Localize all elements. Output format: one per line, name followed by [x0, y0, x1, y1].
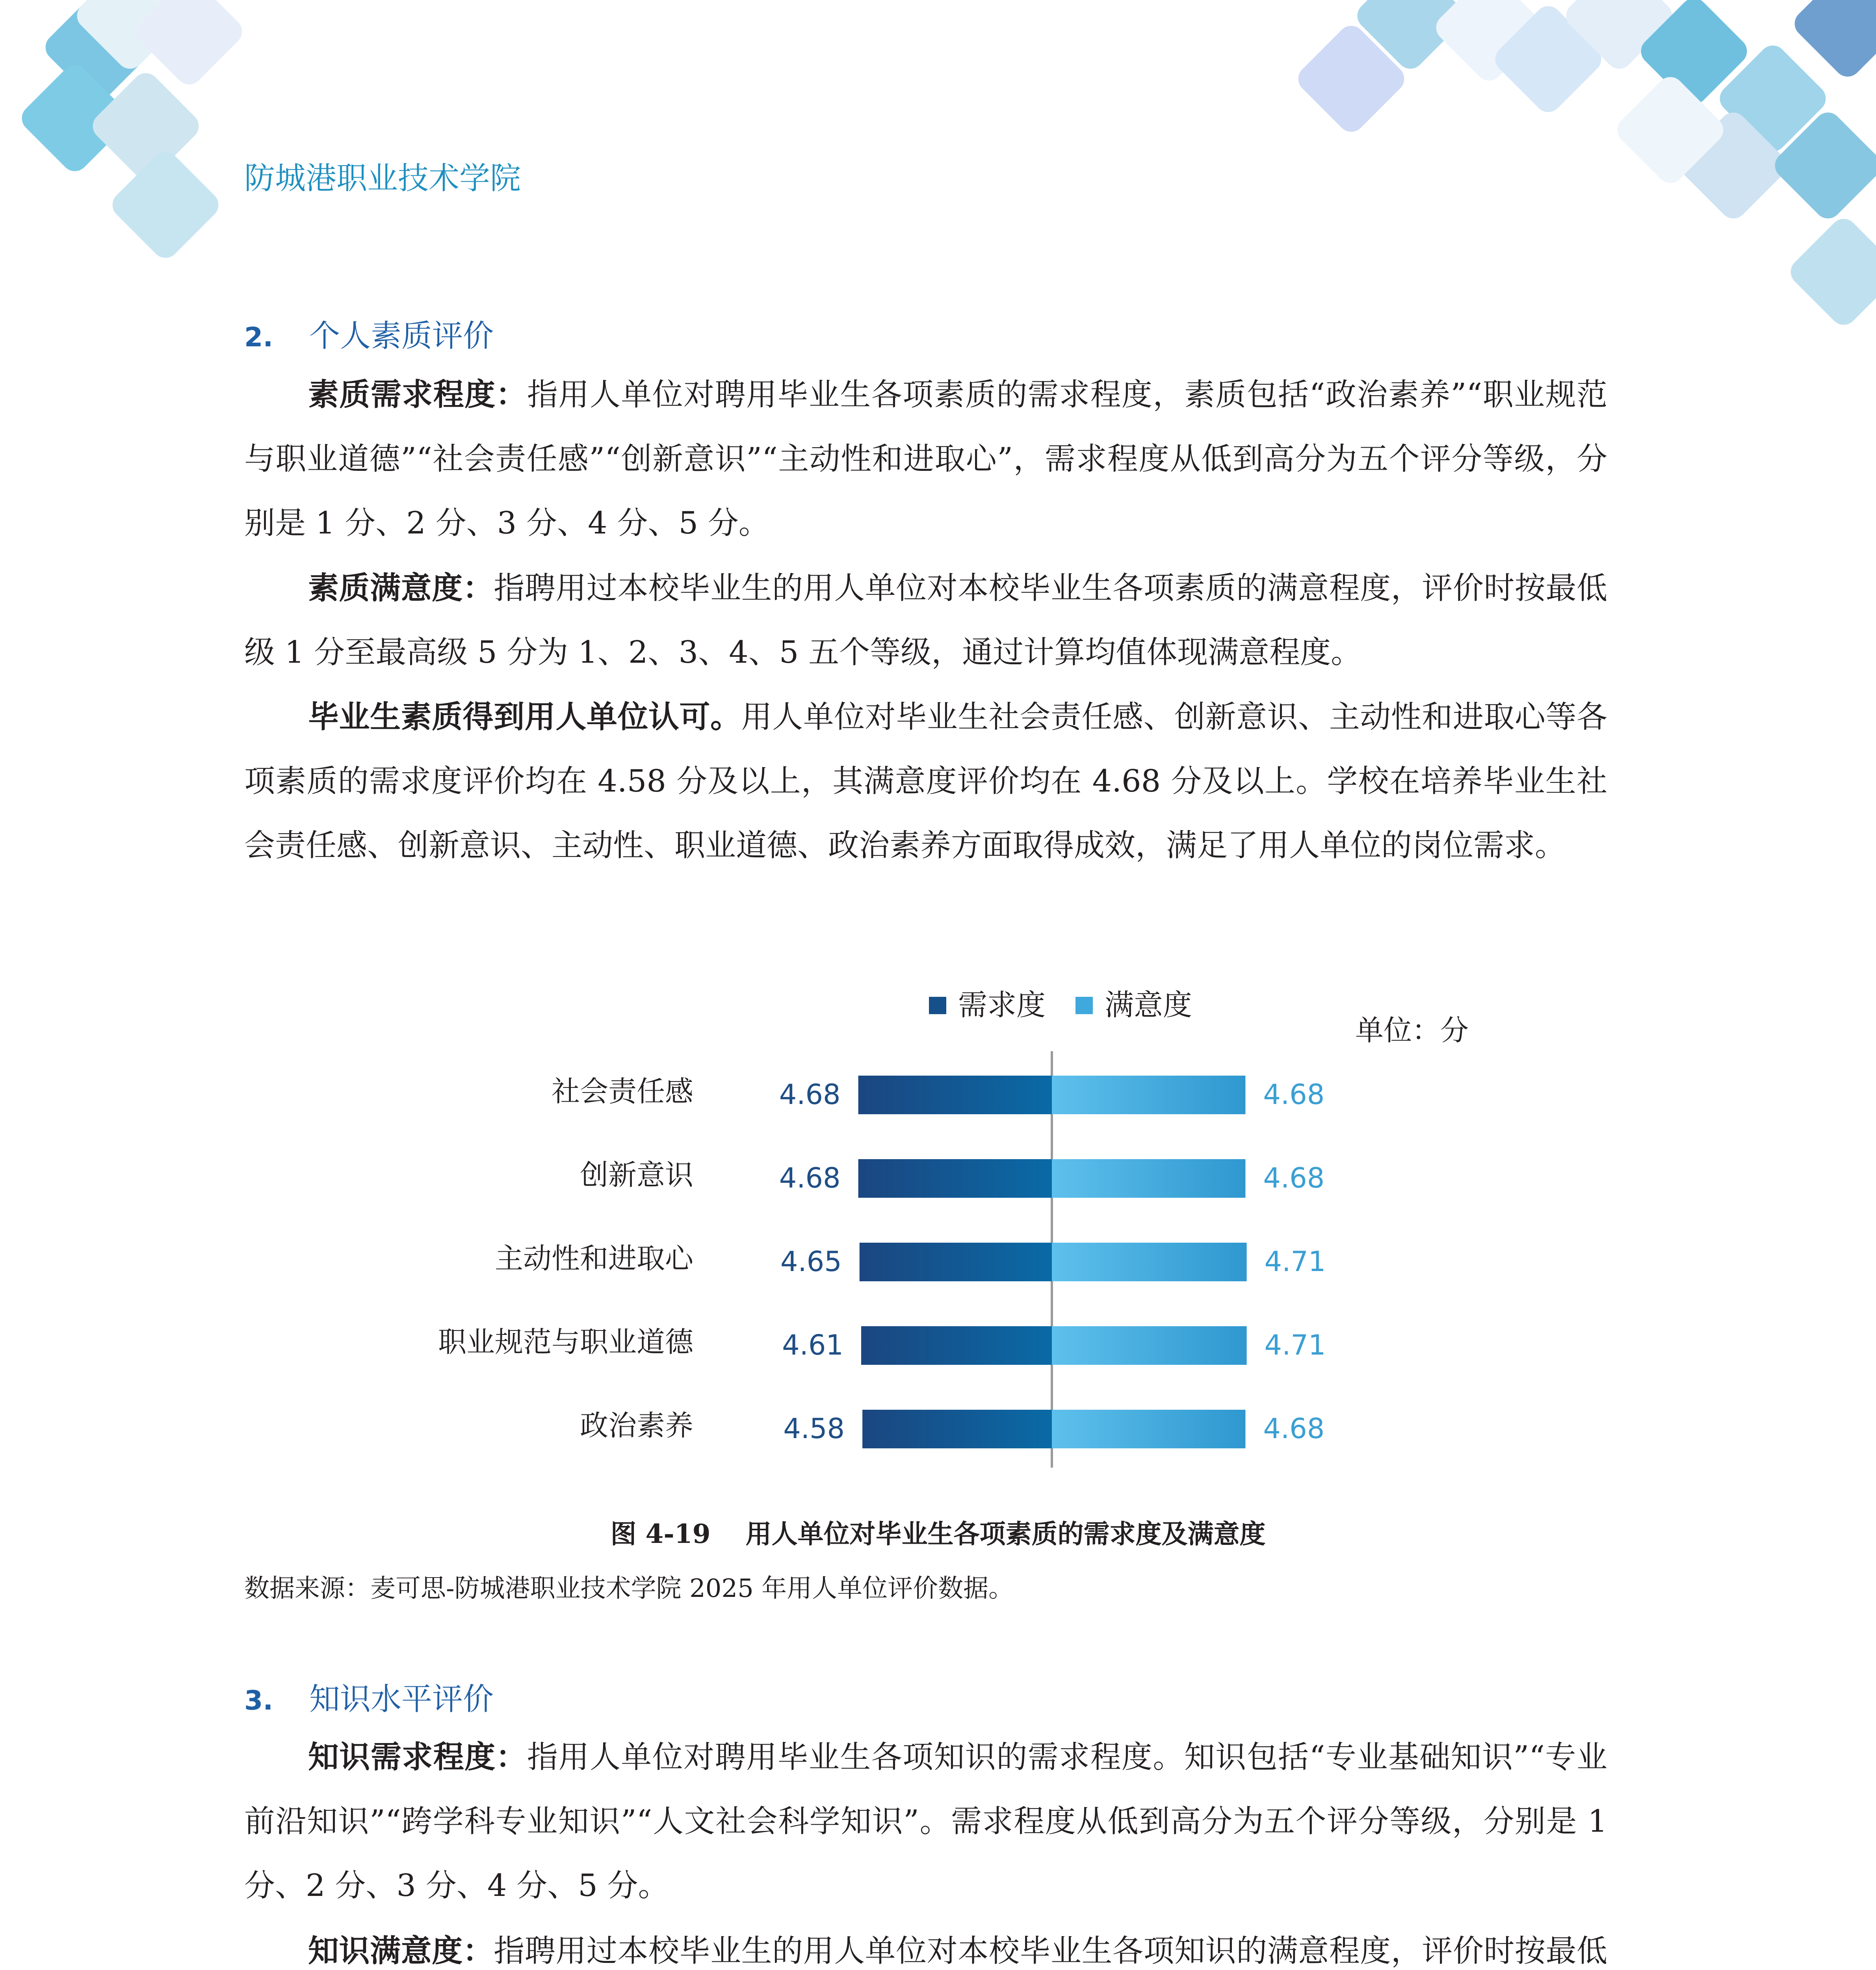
category-label: 政治素养	[580, 1409, 693, 1442]
data-label-demand: 4.68	[779, 1078, 841, 1111]
legend-swatch-satisfaction	[1075, 997, 1093, 1014]
bar-demand	[862, 1410, 1052, 1448]
data-label-satisfaction: 4.68	[1263, 1412, 1325, 1445]
paragraph-lead: 知识满意度：	[308, 1933, 494, 1969]
category-label: 职业规范与职业道德	[438, 1325, 693, 1359]
decorative-diamond	[107, 147, 224, 264]
paragraph-text: 用人单位对毕业生社会责任感、创新意识、主动性和进取心等各项素质的需求度评价均在 4.58 分及以上，其满意度评价均在 4.68 分及以上。学校在培养毕业生社会责任感、创新意识、主动性、职业道德、政治素养方面取得成效，满足了用人单位的岗位需求。	[244, 699, 1607, 863]
category-label: 主动性和进取心	[494, 1242, 693, 1275]
data-source: 数据来源：麦可思-防城港职业技术学院 2025 年用人单位评价数据。	[244, 1574, 1014, 1603]
bar-demand	[858, 1076, 1052, 1114]
bar-satisfaction	[1052, 1076, 1245, 1114]
section-2-paragraph	[244, 362, 1607, 556]
paragraph-lead: 素质满意度：	[308, 570, 494, 606]
data-label-demand: 4.61	[782, 1329, 843, 1361]
unit-label: 单位：分	[1355, 1014, 1469, 1047]
section-3-title: 知识水平评价	[309, 1682, 494, 1717]
section-2-heading	[244, 311, 494, 355]
category-label: 创新意识	[580, 1158, 693, 1191]
section-3-number: 3.	[244, 1685, 273, 1716]
legend-label-satisfaction: 满意度	[1105, 988, 1192, 1022]
section-2-paragraph	[244, 556, 1607, 685]
data-label-satisfaction: 4.68	[1263, 1162, 1325, 1194]
bar-chart	[0, 961, 1876, 1497]
data-label-satisfaction: 4.68	[1263, 1078, 1325, 1111]
paragraph-text: 指聘用过本校毕业生的用人单位对本校毕业生各项素质的满意程度，评价时按最低级 1 分至最高级 5 分为 1、2、3、4、5 五个等级，通过计算均值体现满意程度。	[244, 571, 1607, 670]
section-3-paragraph	[244, 1725, 1607, 1918]
paragraph-lead: 毕业生素质得到用人单位认可。	[308, 699, 741, 735]
legend-label-demand: 需求度	[958, 988, 1046, 1022]
bar-satisfaction	[1052, 1410, 1245, 1448]
section-3-heading	[244, 1674, 494, 1719]
bar-satisfaction	[1052, 1326, 1247, 1365]
chart-legend	[929, 988, 1192, 1022]
data-label-satisfaction: 4.71	[1264, 1329, 1326, 1361]
data-label-demand: 4.68	[779, 1162, 841, 1194]
paragraph-text: 指用人单位对聘用毕业生各项知识的需求程度。知识包括“专业基础知识”“专业前沿知识”“跨学科专业知识”“人文社会科学知识”。需求程度从低到高分为五个评分等级，分别是 1 分、2 分、3 分、4 分、5 分。	[244, 1740, 1607, 1903]
data-label-demand: 4.65	[780, 1245, 842, 1278]
data-label-demand: 4.58	[783, 1412, 845, 1445]
section-3-paragraph	[244, 1919, 1607, 1970]
bar-demand	[860, 1243, 1052, 1281]
category-label: 社会责任感	[551, 1075, 693, 1108]
header-title: 防城港职业技术学院	[244, 161, 521, 196]
legend-swatch-demand	[929, 997, 946, 1014]
section-2-paragraph	[244, 685, 1607, 878]
decorative-diamond	[1785, 214, 1876, 331]
bar-demand	[861, 1326, 1052, 1365]
paragraph-lead: 知识需求程度：	[308, 1739, 527, 1775]
section-2-title: 个人素质评价	[309, 318, 494, 354]
paragraph-text: 指用人单位对聘用毕业生各项素质的需求程度，素质包括“政治素养”“职业规范与职业道德”“社会责任感”“创新意识”“主动性和进取心”，需求程度从低到高分为五个评分等级，分别是 1 分、2 分、3 分、4 分、5 分。	[244, 377, 1607, 541]
bar-demand	[858, 1159, 1052, 1198]
section-2-number: 2.	[244, 322, 273, 353]
data-label-satisfaction: 4.71	[1264, 1245, 1326, 1278]
paragraph-text: 指聘用过本校毕业生的用人单位对本校毕业生各项知识的满意程度，评价时按最低	[494, 1933, 1607, 1969]
bar-satisfaction	[1052, 1243, 1247, 1281]
bar-satisfaction	[1052, 1159, 1245, 1198]
figure-caption: 图 4-19 用人单位对毕业生各项素质的需求度及满意度	[610, 1518, 1266, 1549]
paragraph-lead: 素质需求程度：	[308, 377, 527, 413]
